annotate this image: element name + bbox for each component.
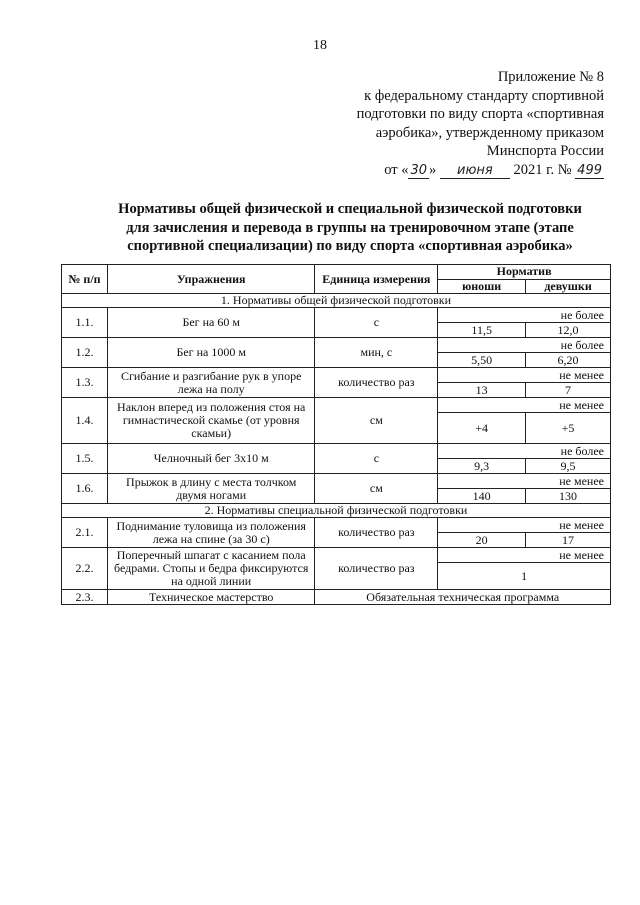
table-row: 1 <box>62 563 611 590</box>
header-norm: Норматив <box>438 265 611 280</box>
table-row: 2.2. Поперечный шпагат с касанием пола бедрами. Стопы и бедра фиксируются на одной линии количество раз не менее <box>62 548 611 563</box>
appendix-line: Минспорта России <box>486 143 604 159</box>
appendix-line: аэробика», утвержденному приказом <box>375 124 604 141</box>
table-row: 1.2. Бег на 1000 м мин, с не более <box>62 338 611 353</box>
norms-table <box>61 264 611 605</box>
table-row: 2.1. Поднимание туловища из положения лежа на спине (за 30 с) количество раз не менее <box>62 518 611 533</box>
header-boys: юноши <box>438 279 526 294</box>
table-row: 1.4. Наклон вперед из положения стоя на гимнастической скамье (от уровня скамьи) см не менее <box>62 398 611 413</box>
table-row: 11,5 12,0 <box>62 323 611 338</box>
table-header-row <box>62 265 611 280</box>
header-girls: девушки <box>526 279 611 294</box>
table-row: 13 7 <box>62 383 611 398</box>
appendix-line: к федеральному стандарту спортивной <box>364 87 604 104</box>
table-row: 1.5. Челночный бег 3х10 м с не более <box>62 444 611 459</box>
table-row: 1.6. Прыжок в длину с места толчком двумя ногами см не менее <box>62 474 611 489</box>
table-row: 140 130 <box>62 489 611 504</box>
header-exercise: Упражнения <box>107 265 315 294</box>
appendix-date: от « 30 » июня 2021 г. № 499 <box>384 161 602 178</box>
table-row: 2.3. Техническое мастерство Обязательная техническая программа <box>62 590 611 605</box>
appendix-header <box>324 68 604 179</box>
table-row: +4 +5 <box>62 413 611 444</box>
table-row: 1.3. Сгибание и разгибание рук в упоре лежа на полу количество раз не менее <box>62 368 611 383</box>
section-row: 1. Нормативы общей физической подготовки <box>62 294 611 308</box>
table-row: 1.1. Бег на 60 м с не более <box>62 308 611 323</box>
appendix-line: подготовки по виду спорта «спортивная <box>356 106 604 122</box>
handwritten-number: 499 <box>577 162 602 178</box>
handwritten-month: июня <box>440 164 510 179</box>
appendix-title: Приложение № 8 <box>497 69 604 85</box>
header-num: № п/п <box>62 265 108 294</box>
page-number: 18 <box>313 38 327 53</box>
header-unit: Единица измерения <box>315 265 438 294</box>
handwritten-day: 30 <box>410 162 428 178</box>
table-row: 5,50 6,20 <box>62 353 611 368</box>
table-row: 20 17 <box>62 533 611 548</box>
table-row: 9,3 9,5 <box>62 459 611 474</box>
document-title: Нормативы общей физической и специальной физической подготовки для зачисления и перевода в группы на тренировочном этапе (этапе спортивной специализации) по виду спорта «спортивная аэробика» <box>118 201 582 254</box>
section-row: 2. Нормативы специальной физической подготовки <box>62 504 611 518</box>
